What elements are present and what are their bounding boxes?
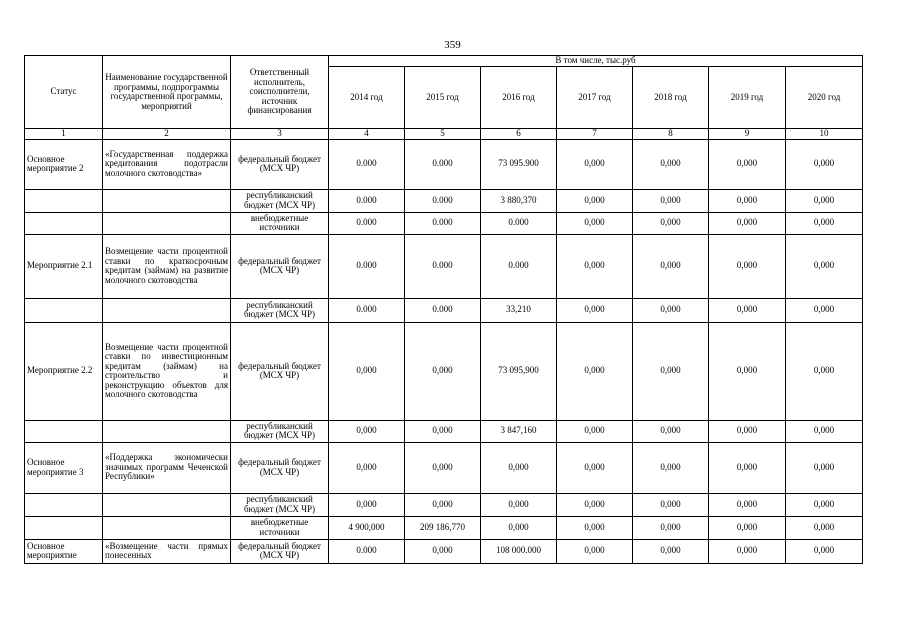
status-cell [25, 493, 103, 516]
table-row [25, 322, 863, 420]
value-cell: 0,000 [329, 322, 405, 420]
column-number: 8 [633, 129, 709, 140]
value-cell: 0,000 [557, 234, 633, 298]
value-cell: 0.000 [481, 212, 557, 234]
name-cell [103, 212, 231, 234]
value-cell: 0,000 [633, 322, 709, 420]
value-cell: 0.000 [329, 539, 405, 563]
name-cell: «Поддержка экономически значимых программ Чеченской Республики» [103, 442, 231, 493]
value-cell: 0,000 [557, 212, 633, 234]
value-cell: 0,000 [786, 493, 863, 516]
status-cell [25, 189, 103, 212]
value-cell: 0,000 [633, 189, 709, 212]
value-cell: 0.000 [329, 189, 405, 212]
value-cell: 0,000 [633, 298, 709, 322]
column-number: 6 [481, 129, 557, 140]
value-cell: 0,000 [557, 539, 633, 563]
header-status: Статус [25, 56, 103, 129]
value-cell: 0,000 [633, 139, 709, 189]
value-cell: 0,000 [557, 189, 633, 212]
value-cell: 0,000 [709, 212, 786, 234]
source-cell: республиканский бюджет (МСХ ЧР) [231, 493, 329, 516]
name-cell [103, 189, 231, 212]
value-cell: 0,000 [633, 234, 709, 298]
name-cell: Возмещение части процентной ставки по инвестиционным кредитам (займам) на строительство и реконструкцию объектов для молочного скотоводства [103, 322, 231, 420]
source-cell: внебюджетные источники [231, 212, 329, 234]
value-cell: 0,000 [786, 322, 863, 420]
value-cell: 33,210 [481, 298, 557, 322]
value-cell: 0,000 [633, 539, 709, 563]
value-cell: 0,000 [481, 493, 557, 516]
name-cell [103, 420, 231, 442]
table-row [25, 539, 863, 563]
table-row [25, 139, 863, 189]
status-cell [25, 298, 103, 322]
value-cell: 0,000 [709, 139, 786, 189]
budget-table [24, 55, 863, 564]
value-cell: 0,000 [709, 516, 786, 539]
status-cell: Мероприятие 2.2 [25, 322, 103, 420]
value-cell: 0,000 [329, 493, 405, 516]
value-cell: 0,000 [709, 189, 786, 212]
table-row [25, 298, 863, 322]
column-number: 1 [25, 129, 103, 140]
value-cell: 3 880,370 [481, 189, 557, 212]
name-cell [103, 516, 231, 539]
value-cell: 0,000 [329, 442, 405, 493]
status-cell: Мероприятие 2.1 [25, 234, 103, 298]
status-cell [25, 516, 103, 539]
table-row [25, 189, 863, 212]
value-cell: 0,000 [709, 234, 786, 298]
value-cell: 0,000 [633, 212, 709, 234]
column-number: 2 [103, 129, 231, 140]
value-cell: 0,000 [786, 234, 863, 298]
status-cell: Основное мероприятие 3 [25, 442, 103, 493]
table-row [25, 212, 863, 234]
column-number: 10 [786, 129, 863, 140]
value-cell: 0,000 [786, 298, 863, 322]
value-cell: 0.000 [405, 298, 481, 322]
header-year: 2019 год [709, 67, 786, 129]
name-cell: «Возмещение части прямых понесенных [103, 539, 231, 563]
table-row [25, 516, 863, 539]
value-cell: 0.000 [405, 234, 481, 298]
value-cell: 0,000 [786, 212, 863, 234]
value-cell: 0,000 [557, 322, 633, 420]
value-cell: 0.000 [405, 139, 481, 189]
name-cell: Возмещение части процентной ставки по краткосрочным кредитам (займам) на развитие молочного скотоводства [103, 234, 231, 298]
table-row [25, 420, 863, 442]
value-cell: 0.000 [405, 189, 481, 212]
value-cell: 0,000 [557, 516, 633, 539]
value-cell: 0,000 [405, 442, 481, 493]
header-name: Наименование государственной программы, подпрограммы государственной программы, мероприятий [103, 56, 231, 129]
header-year: 2018 год [633, 67, 709, 129]
column-number: 4 [329, 129, 405, 140]
header-including: В том числе, тыс.руб [329, 56, 863, 67]
value-cell: 0,000 [557, 442, 633, 493]
source-cell: внебюджетные источники [231, 516, 329, 539]
value-cell: 0,000 [786, 420, 863, 442]
source-cell: федеральный бюджет (МСХ ЧР) [231, 139, 329, 189]
value-cell: 0,000 [557, 139, 633, 189]
value-cell: 0,000 [481, 442, 557, 493]
value-cell: 0,000 [786, 189, 863, 212]
source-cell: республиканский бюджет (МСХ ЧР) [231, 189, 329, 212]
value-cell: 0.000 [405, 212, 481, 234]
page-number: 359 [444, 39, 461, 51]
status-cell [25, 420, 103, 442]
value-cell: 0.000 [329, 212, 405, 234]
column-number-row [25, 129, 863, 140]
value-cell: 0,000 [786, 539, 863, 563]
status-cell: Основное мероприятие [25, 539, 103, 563]
status-cell [25, 212, 103, 234]
header-year: 2014 год [329, 67, 405, 129]
table-row [25, 493, 863, 516]
value-cell: 0.000 [329, 298, 405, 322]
source-cell: федеральный бюджет (МСХ ЧР) [231, 442, 329, 493]
value-cell: 0,000 [709, 442, 786, 493]
value-cell: 73 095.900 [481, 139, 557, 189]
value-cell: 0,000 [709, 420, 786, 442]
source-cell: федеральный бюджет (МСХ ЧР) [231, 539, 329, 563]
value-cell: 0,000 [557, 298, 633, 322]
header-responsible: Ответственный исполнитель, соисполнители, источник финансирования [231, 56, 329, 129]
value-cell: 0,000 [786, 139, 863, 189]
value-cell: 0.000 [481, 234, 557, 298]
source-cell: республиканский бюджет (МСХ ЧР) [231, 298, 329, 322]
value-cell: 0.000 [329, 139, 405, 189]
header-year: 2020 год [786, 67, 863, 129]
name-cell: «Государственная поддержка кредитования подотрасли молочного скотоводства» [103, 139, 231, 189]
value-cell: 0,000 [405, 493, 481, 516]
value-cell: 0,000 [709, 322, 786, 420]
name-cell [103, 298, 231, 322]
value-cell: 0,000 [405, 322, 481, 420]
table-row [25, 442, 863, 493]
value-cell: 4 900,000 [329, 516, 405, 539]
value-cell: 0,000 [633, 420, 709, 442]
value-cell: 108 000.000 [481, 539, 557, 563]
value-cell: 0,000 [786, 516, 863, 539]
value-cell: 3 847,160 [481, 420, 557, 442]
name-cell [103, 493, 231, 516]
value-cell: 0,000 [405, 539, 481, 563]
value-cell: 0,000 [557, 420, 633, 442]
value-cell: 0,000 [786, 442, 863, 493]
value-cell: 0,000 [557, 493, 633, 516]
header-year: 2017 год [557, 67, 633, 129]
source-cell: республиканский бюджет (МСХ ЧР) [231, 420, 329, 442]
column-number: 5 [405, 129, 481, 140]
column-number: 7 [557, 129, 633, 140]
header-year: 2015 год [405, 67, 481, 129]
source-cell: федеральный бюджет (МСХ ЧР) [231, 322, 329, 420]
value-cell: 0,000 [709, 539, 786, 563]
value-cell: 209 186,770 [405, 516, 481, 539]
column-number: 9 [709, 129, 786, 140]
status-cell: Основное мероприятие 2 [25, 139, 103, 189]
value-cell: 0,000 [633, 493, 709, 516]
value-cell: 0,000 [405, 420, 481, 442]
source-cell: федеральный бюджет (МСХ ЧР) [231, 234, 329, 298]
column-number: 3 [231, 129, 329, 140]
table-row [25, 234, 863, 298]
value-cell: 0,000 [709, 493, 786, 516]
value-cell: 73 095,900 [481, 322, 557, 420]
value-cell: 0,000 [481, 516, 557, 539]
value-cell: 0,000 [329, 420, 405, 442]
header-year: 2016 год [481, 67, 557, 129]
value-cell: 0.000 [329, 234, 405, 298]
value-cell: 0,000 [633, 442, 709, 493]
value-cell: 0,000 [633, 516, 709, 539]
value-cell: 0,000 [709, 298, 786, 322]
